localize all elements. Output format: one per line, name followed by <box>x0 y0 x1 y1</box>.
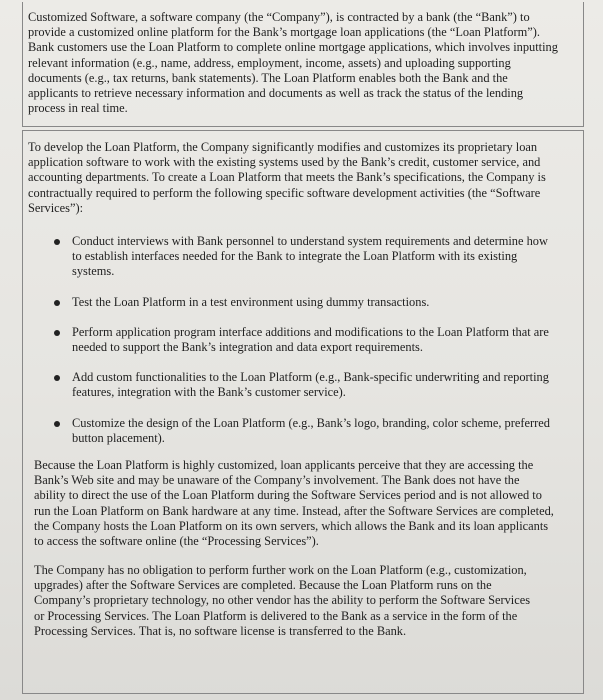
bullet-icon <box>54 375 60 381</box>
list-item-text: Test the Loan Platform in a test environment using dummy transactions. <box>72 294 430 309</box>
bullet-icon <box>54 300 60 306</box>
obligations-paragraph: The Company has no obligation to perform further work on the Loan Platform (e.g., customization, upgrades) after the Software Services are completed. Because the Loan Platform runs on the Company’s proprietary technology, no other vendor has the ability to perform the Software Services or Processing Services. The Loan Platform is delivered to the Bank as a service in the form of the Processing Services. That is, no software license is transferred to the Bank. <box>34 563 531 638</box>
intro-paragraph: Customized Software, a software company (the “Company”), is contracted by a bank (the “Bank”) to provide a customized online platform for the Bank’s mortgage loan applications (the “Loan Platform”). Bank customers use the Loan Platform to complete online mortgage applications, which involves inputting relevant information (e.g., name, address, employment, income, assets) and uploading supporting documents (e.g., tax returns, bank statements). The Loan Platform enables both the Bank and the applicants to retrieve necessary information and documents as well as track the status of the lending process in real time. <box>28 10 558 116</box>
list-item <box>48 370 558 400</box>
bullet-icon <box>54 330 60 336</box>
list-item-text: Customize the design of the Loan Platform (e.g., Bank’s logo, branding, color scheme, preferred button placement). <box>72 415 550 445</box>
bullet-icon <box>54 239 60 245</box>
hosting-paragraph: Because the Loan Platform is highly customized, loan applicants perceive that they are accessing the Bank’s Web site and may be unaware of the Company’s involvement. The Bank does not have the ability to direct the use of the Loan Platform during the Software Services period and is not allowed to run the Loan Platform on Bank hardware at any time. Instead, after the Software Services are completed, the Company hosts the Loan Platform on its own servers, which allows the Bank and its loan applicants to access the software online (the “Processing Services”). <box>34 458 554 549</box>
list-item-text: Conduct interviews with Bank personnel to understand system requirements and determine how to establish interfaces needed for the Bank to integrate the Loan Platform with its existing systems. <box>72 234 548 279</box>
list-item <box>48 325 558 355</box>
list-item-text: Perform application program interface additions and modifications to the Loan Platform that are needed to support the Bank’s integration and data export requirements. <box>72 324 549 355</box>
list-item <box>48 234 558 280</box>
list-item-text: Add custom functionalities to the Loan Platform (e.g., Bank-specific underwriting and reporting features, integration with the Bank’s customer service). <box>72 370 549 400</box>
list-item <box>48 295 558 310</box>
bullet-icon <box>54 421 60 427</box>
development-paragraph: To develop the Loan Platform, the Company significantly modifies and customizes its proprietary loan application software to work with the existing systems used by the Bank’s credit, customer service, and accounting departments. To create a Loan Platform that meets the Bank’s specifications, the Company is contractually required to perform the following specific software development activities (the “Software Services”): <box>28 140 546 215</box>
list-item <box>48 416 558 446</box>
software-services-list <box>48 234 558 461</box>
